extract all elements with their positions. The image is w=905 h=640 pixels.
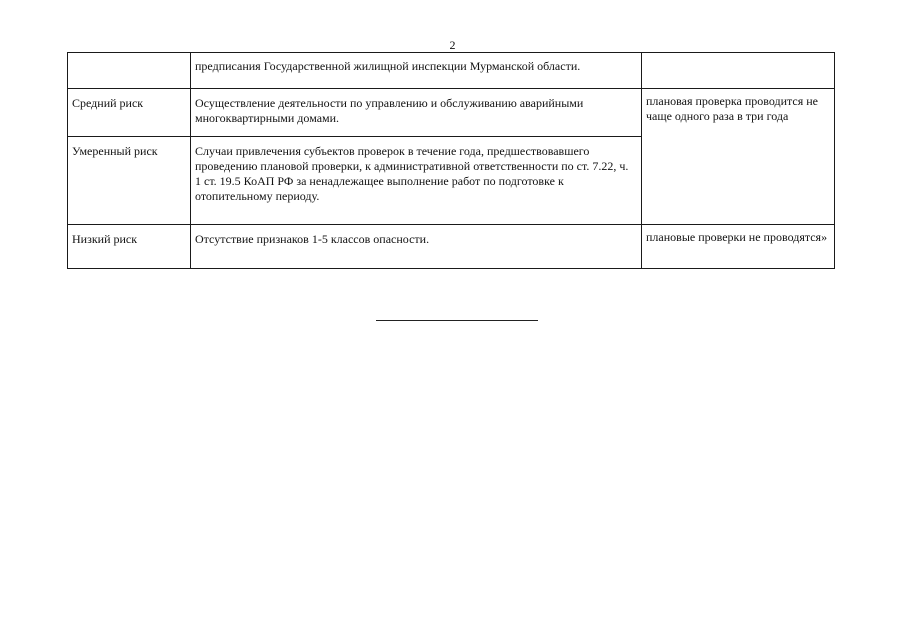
risk-level-cell xyxy=(68,53,191,89)
risk-criteria-cell: Отсутствие признаков 1-5 классов опасности. xyxy=(191,225,642,269)
risk-criteria-cell: Осуществление деятельности по управлению и обслуживанию аварийными многоквартирными домами. xyxy=(191,89,642,137)
table-row xyxy=(68,225,835,269)
page-number: 2 xyxy=(449,38,456,52)
risk-level-cell: Низкий риск xyxy=(68,225,191,269)
end-separator-line xyxy=(376,320,538,321)
risk-criteria-cell: Случаи привлечения субъектов проверок в течение года, предшествовавшего проведению плановой проверки, к административной ответственности по ст. 7.22, ч. 1 ст. 19.5 КоАП РФ за ненадлежащее выполнение работ по подготовке к отопительному периоду. xyxy=(191,137,642,225)
table-row xyxy=(68,53,835,89)
risk-level-cell: Средний риск xyxy=(68,89,191,137)
risk-level-cell: Умеренный риск xyxy=(68,137,191,225)
inspection-frequency-cell: плановая проверка проводится не чаще одного раза в три года xyxy=(642,89,835,225)
risk-criteria-cell: предписания Государственной жилищной инспекции Мурманской области. xyxy=(191,53,642,89)
inspection-frequency-cell: плановые проверки не проводятся» xyxy=(642,225,835,269)
table-row xyxy=(68,89,835,137)
risk-category-table xyxy=(67,52,835,269)
inspection-frequency-cell xyxy=(642,53,835,89)
